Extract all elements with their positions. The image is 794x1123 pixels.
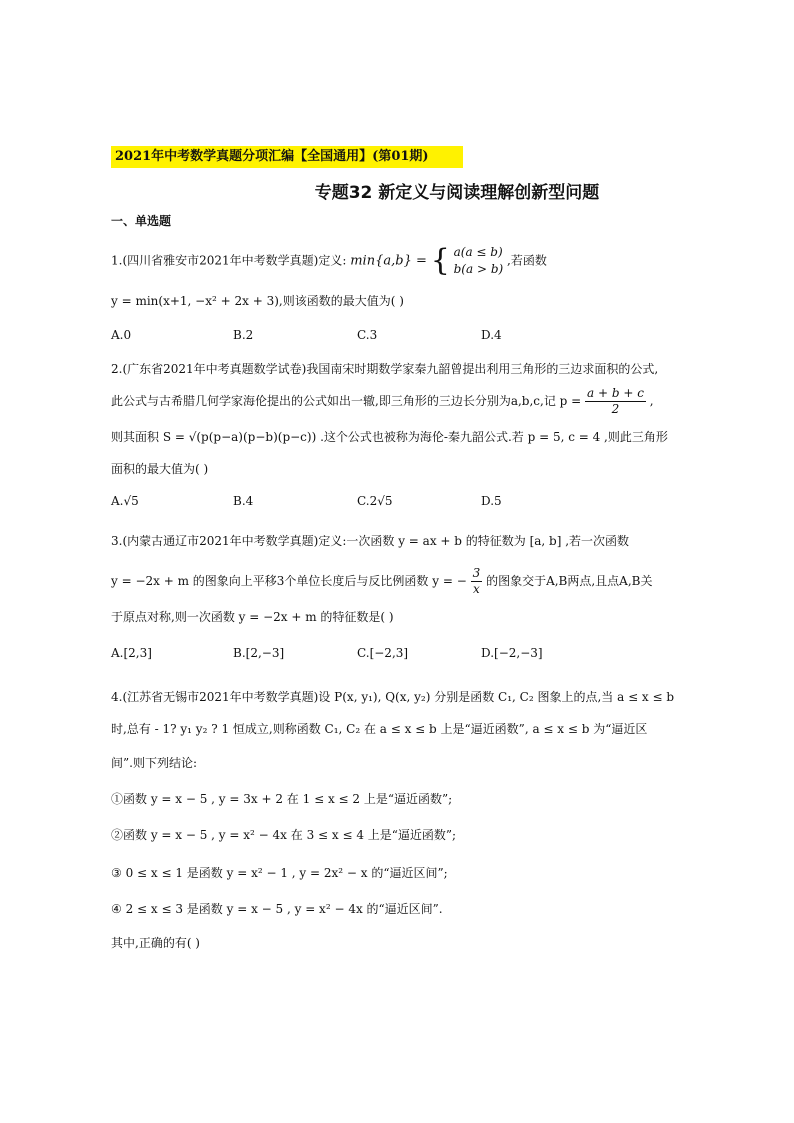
q1-prefix: 1.(四川省雅安市2021年中考数学真题)定义: <box>111 253 347 268</box>
q4-item-3: ③ 0 ≤ x ≤ 1 是函数 y = x² − 1 , y = 2x² − x 的“逼近区间”; <box>111 866 448 880</box>
q1-option-d: D.4 <box>481 328 502 342</box>
q3-line2-suffix: 的图象交于A,B两点,且点A,B关 <box>486 574 653 588</box>
q3-option-a: A.[2,3] <box>111 646 152 660</box>
q1-suffix: ,若函数 <box>507 253 547 268</box>
q2-option-c: C.2√5 <box>357 494 393 508</box>
q3-frac-numerator: 3 <box>472 566 481 580</box>
q3-inverse-fraction <box>471 566 483 597</box>
q3-line2-prefix: y = −2x + m 的图象向上平移3个单位长度后与反比例函数 y = − <box>111 574 467 588</box>
q3-option-b: B.[2,−3] <box>233 646 285 660</box>
q1-line2: y = min(x+1, −x² + 2x + 3),则该函数的最大值为( ) <box>111 294 404 308</box>
q3-option-c: C.[−2,3] <box>357 646 409 660</box>
q3-line3: 于原点对称,则一次函数 y = −2x + m 的特征数是( ) <box>111 610 394 624</box>
q3-line2 <box>111 566 652 597</box>
q4-item-2: ②函数 y = x − 5 , y = x² − 4x 在 3 ≤ x ≤ 4 上是“逼近函数”; <box>111 828 457 842</box>
q1-option-c: C.3 <box>357 328 378 342</box>
q3-line1: 3.(内蒙古通辽市2021年中考数学真题)定义:一次函数 y = ax + b 的特征数为 [a, b] ,若一次函数 <box>111 534 630 548</box>
q1-option-b: B.2 <box>233 328 254 342</box>
q2-line1: 2.(广东省2021年中考真题数学试卷)我国南宋时期数学家秦九韶曾提出利用三角形的三边求面积的公式, <box>111 362 659 376</box>
q2-line2 <box>111 386 654 417</box>
q2-line2-suffix: , <box>649 394 654 408</box>
q2-frac-numerator: a + b + c <box>587 386 644 400</box>
q4-item-4: ④ 2 ≤ x ≤ 3 是函数 y = x − 5 , y = x² − 4x 的“逼近区间”. <box>111 902 443 916</box>
q1-option-a: A.0 <box>111 328 132 342</box>
q2-frac-denominator: 2 <box>611 402 620 416</box>
q4-closing-line: 其中,正确的有( ) <box>111 936 200 950</box>
q1-piecewise <box>431 244 504 278</box>
q2-line2-prefix: 此公式与古希腊几何学家海伦提出的公式如出一辙,即三角形的三边长分别为a,b,c,记 p = <box>111 394 582 408</box>
q4-line2: 时,总有 - 1? y₁ y₂ ? 1 恒成立,则称函数 C₁, C₂ 在 a ≤ x ≤ b 上是“逼近函数”, a ≤ x ≤ b 为“逼近区 <box>111 722 648 736</box>
q1-cases <box>454 244 504 278</box>
q4-line3: 间”.则下列结论: <box>111 756 197 770</box>
q2-p-fraction <box>585 386 646 417</box>
q1-case-1: a(a ≤ b) <box>453 245 503 259</box>
q2-option-d: D.5 <box>481 494 502 508</box>
q3-frac-denominator: x <box>473 582 480 596</box>
q1-min-definition: min{a,b} = <box>350 253 427 269</box>
q3-option-d: D.[−2,−3] <box>481 646 543 660</box>
q1-case-2: b(a > b) <box>453 262 504 276</box>
q2-option-b: B.4 <box>233 494 254 508</box>
section-title: 一、单选题 <box>111 214 172 228</box>
q2-option-a: A.√5 <box>111 494 139 508</box>
brace-glyph: { <box>430 243 450 278</box>
topic-title: 专题32 新定义与阅读理解创新型问题 <box>314 183 600 203</box>
q2-line3: 则其面积 S = √(p(p−a)(p−b)(p−c)) .这个公式也被称为海伦-秦九韶公式.若 p = 5, c = 4 ,则此三角形 <box>111 430 668 444</box>
q2-line4: 面积的最大值为( ) <box>111 462 209 476</box>
q1-line1 <box>111 244 547 278</box>
q4-line1: 4.(江苏省无锡市2021年中考数学真题)设 P(x, y₁), Q(x, y₂) 分别是函数 C₁, C₂ 图象上的点,当 a ≤ x ≤ b <box>111 690 675 704</box>
q4-item-1: ①函数 y = x − 5 , y = 3x + 2 在 1 ≤ x ≤ 2 上是“逼近函数”; <box>111 792 453 806</box>
series-header-banner: 2021年中考数学真题分项汇编【全国通用】(第01期) <box>111 146 463 168</box>
